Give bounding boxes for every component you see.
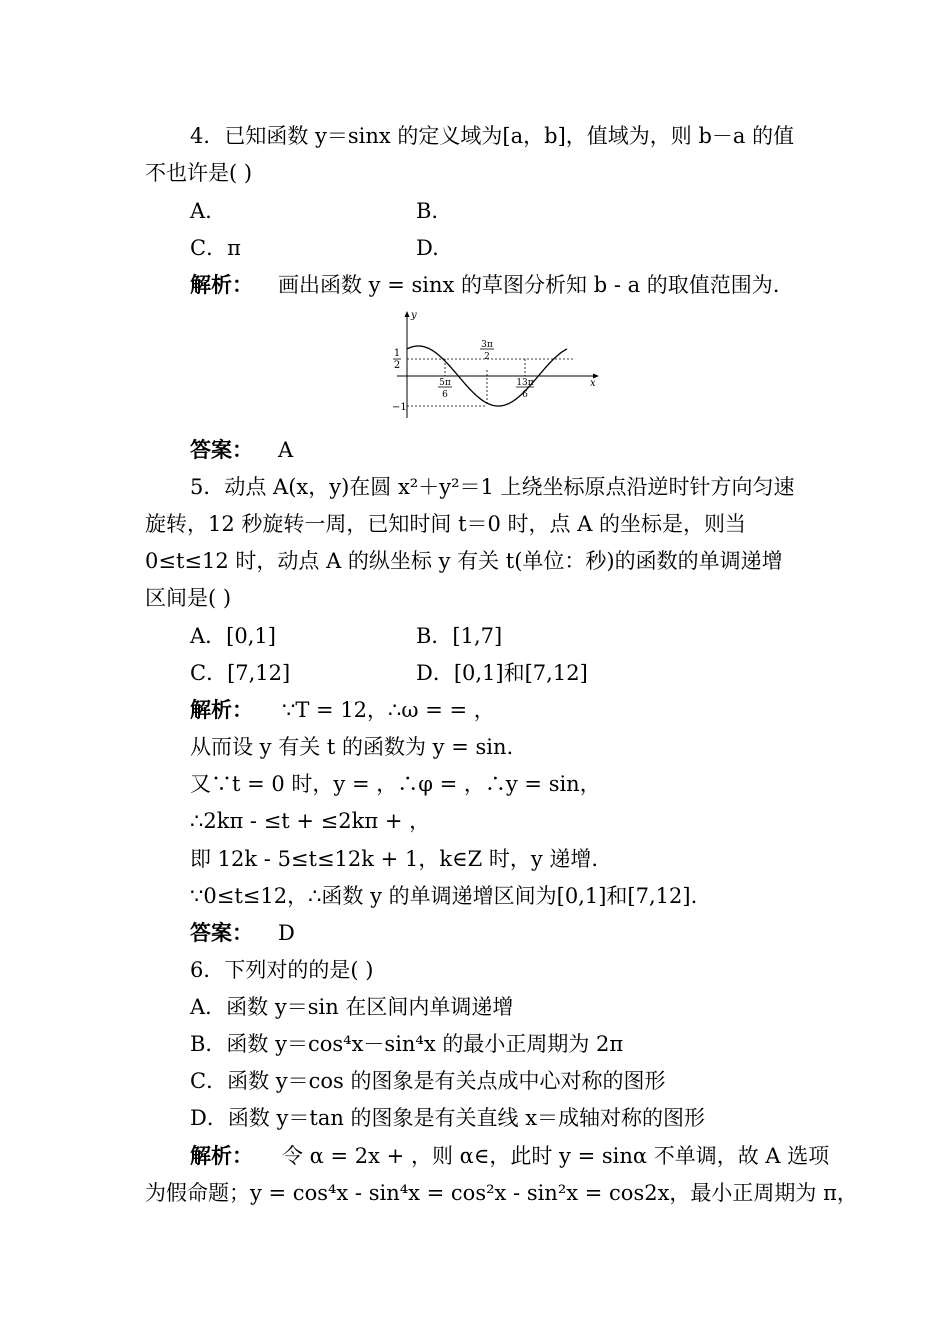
q5-jiexi-line4: ∴2kπ - ≤t + ≤2kπ + ， xyxy=(190,809,431,833)
q5-jiexi-label: 解析： xyxy=(190,698,253,722)
q5-option-d: D．[0,1]和[7,12] xyxy=(416,661,588,685)
q5-stem-line2: 旋转，12 秒旋转一周，已知时间 t＝0 时，点 A 的坐标是，则当 xyxy=(145,512,747,536)
label-neg-one: −1 xyxy=(392,402,407,413)
q5-answer: D xyxy=(278,921,295,945)
q6-stem: 6．下列对的的是( ) xyxy=(190,958,374,982)
q4-option-a: A. xyxy=(190,199,212,223)
y-axis-arrow xyxy=(405,311,410,317)
tick-5pi6-den: 6 xyxy=(442,390,448,400)
q4-stem-line1: 4．已知函数 y＝sinx 的定义域为[a，b]，值域为，则 b－a 的值 xyxy=(190,124,795,148)
q5-stem-line3: 0≤t≤12 时，动点 A 的纵坐标 y 有关 t(单位：秒)的函数的单调递增 xyxy=(145,549,783,573)
tick-3pi2-num: 3π xyxy=(481,340,493,350)
sine-graph xyxy=(385,308,610,423)
label-half-den: 2 xyxy=(393,360,401,371)
tick-3pi2-den: 2 xyxy=(484,352,490,362)
q4-option-b: B. xyxy=(416,199,439,223)
q5-jiexi-line1: ∵T = 12，∴ω = = ， xyxy=(282,698,495,722)
q6-option-a: A．函数 y＝sin 在区间内单调递增 xyxy=(190,995,514,1019)
q4-answer: A xyxy=(278,438,294,462)
q4-option-c: C．π xyxy=(190,236,241,260)
q5-stem-line1: 5．动点 A(x，y)在圆 x²＋y²＝1 上绕坐标原点沿逆时针方向匀速 xyxy=(190,475,795,499)
q6-jiexi-label: 解析： xyxy=(190,1144,253,1168)
q4-option-d: D. xyxy=(416,236,439,260)
tick-5pi6-num: 5π xyxy=(439,378,451,388)
q6-jiexi-line2: 为假命题；y = cos⁴x - sin⁴x = cos²x - sin²x = cos2x，最小正周期为 π， xyxy=(145,1181,858,1205)
q5-jiexi-line3: 又∵t = 0 时，y = ，∴φ = ，∴y = sin， xyxy=(190,772,601,796)
tick-13pi6-den: 6 xyxy=(522,390,528,400)
q4-jiexi-label: 解析： xyxy=(190,273,253,297)
tick-13pi6-num: 13π xyxy=(516,378,534,388)
q5-option-c: C．[7,12] xyxy=(190,661,291,685)
q5-stem-line4: 区间是( ) xyxy=(145,586,232,610)
q5-option-b: B．[1,7] xyxy=(416,624,503,648)
y-axis-label: y xyxy=(411,310,417,321)
q6-option-d: D．函数 y＝tan 的图象是有关直线 x＝成轴对称的图形 xyxy=(190,1106,706,1130)
q6-jiexi-line1: 令 α = 2x + ，则 α∈，此时 y = sinα 不单调，故 A 选项 xyxy=(282,1144,830,1168)
label-half-num: 1 xyxy=(393,348,401,359)
q4-jiexi-text: 画出函数 y = sinx 的草图分析知 b - a 的取值范围为. xyxy=(278,273,780,297)
q4-stem-line2: 不也许是( ) xyxy=(145,161,253,185)
q6-option-b: B．函数 y＝cos⁴x－sin⁴x 的最小正周期为 2π xyxy=(190,1032,624,1056)
q5-jiexi-line2: 从而设 y 有关 t 的函数为 y = sin. xyxy=(190,735,514,759)
x-axis-label: x xyxy=(590,378,596,389)
q5-jiexi-line6: ∵0≤t≤12，∴函数 y 的单调递增区间为[0,1]和[7,12]. xyxy=(190,884,698,908)
q5-jiexi-line5: 即 12k - 5≤t≤12k + 1，k∈Z 时，y 递增. xyxy=(190,847,599,871)
q5-option-a: A．[0,1] xyxy=(190,624,276,648)
q6-option-c: C．函数 y＝cos 的图象是有关点成中心对称的图形 xyxy=(190,1069,666,1093)
q4-answer-label: 答案： xyxy=(190,438,253,462)
q5-answer-label: 答案： xyxy=(190,921,253,945)
